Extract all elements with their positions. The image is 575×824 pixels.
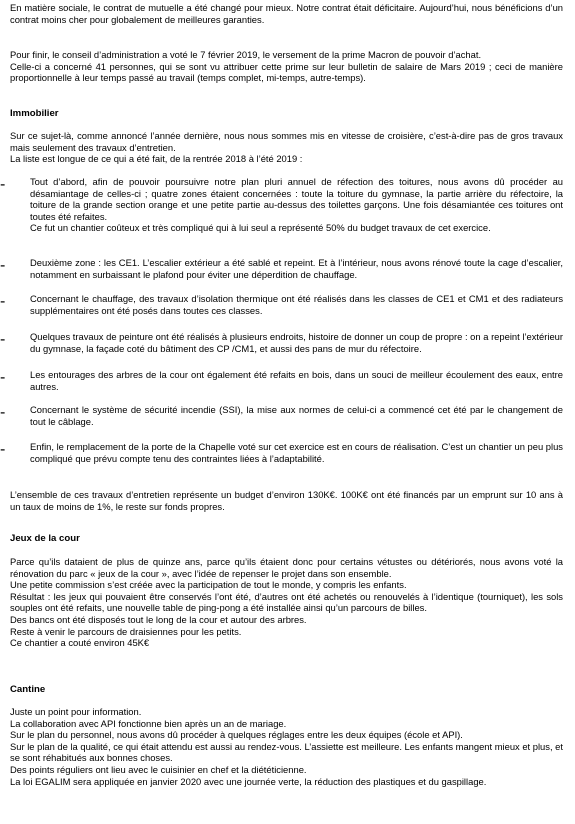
bullet-dash: - [0, 441, 6, 458]
bullet-dash: - [0, 404, 6, 421]
immobilier-intro [10, 130, 563, 165]
bullet-dash: - [0, 257, 6, 274]
bullet-dash: - [0, 176, 6, 193]
cantine-line: Sur le plan de la qualité, ce qui était attendu est aussi au rendez-vous. L’assiette est meilleure. Les enfants mangent mieux et plus, et se sont réhabitués aux bonnes choses. [10, 740, 563, 764]
bullet-text: Quelques travaux de peinture ont été réalisés à plusieurs endroits, histoire de donner un coup de propre : on a repeint l’extérieur du gymnase, la façade coté du bâtiment des CP /CM1, et aussi des pans de mur du réfectoire. [30, 331, 563, 354]
immobilier-intro-line: Sur ce sujet-là, comme annoncé l’année dernière, nous nous sommes mis en vitesse de croisière, c’est-à-dire pas de gros travaux mais seulement des travaux d’entretien. [10, 130, 563, 153]
jeux-paragraph [10, 556, 563, 649]
jeux-line: Ce chantier a couté environ 45K€ [10, 637, 150, 649]
bullet-dash: - [0, 293, 6, 310]
bullet-text: Deuxième zone : les CE1. L’escalier extérieur a été sablé et repeint. Et à l’intérieur, nous avons rénové toute la cage d’escalier, notamment en surbaissant le plafond pour éviter une déperdition de chauffage. [30, 257, 563, 280]
cantine-line: Sur le plan du personnel, nous avons dû procéder à quelques réglages entre les deux équipes (école et API). [10, 729, 463, 741]
bullet-text: Tout d’abord, afin de pouvoir poursuivre notre plan pluri annuel de réfection des toitures, nous avons dû procéder au désamiantage de celles-ci ; quatre zones étaient concernées : toute la toiture du gymnase, la partie arrière du réfectoire, la toiture de la grande section orange et une petite partie au-dessus des toilettes garçons. Une fois désamiantée ces toitures ont toutes été refaites. [30, 176, 563, 222]
jeux-line: Des bancs ont été disposés tout le long de la cour et autour des arbres. [10, 613, 307, 625]
cantine-line: Juste un point pour information. [10, 706, 142, 717]
immobilier-list-intro-line: La liste est longue de ce qui a été fait, de la rentrée 2018 à l’été 2019 : [10, 153, 303, 165]
bullet-text: Les entourages des arbres de la cour ont également été refaits en bois, dans un souci de meilleur écoulement des eaux, entre autres. [30, 369, 563, 392]
jeux-line: Une petite commission s’est créée avec la participation de tout le monde, y compris les enfants. [10, 579, 407, 591]
prime-paragraph [10, 49, 563, 84]
prime-detail-line: Celle-ci a concerné 41 personnes, qui se sont vu attribuer cette prime sur leur bulletin de salaire de Mars 2019 ; ceci de manière proportionnelle à leur temps passé au travail (temps complet, mi-temps, autre-temps). [10, 60, 563, 84]
bullet-text: Concernant le chauffage, des travaux d’isolation thermique ont été réalisés dans les classes de CE1 et CM1 et des radiateurs supplémentaires ont été posés dans toutes ces classes. [30, 293, 563, 316]
list-item-ssi [0, 404, 563, 427]
list-item-peinture [0, 331, 563, 354]
jeux-line: Reste à venir le parcours de draisiennes pour les petits. [10, 625, 242, 637]
cantine-line: Des points réguliers ont lieu avec le cuisinier en chef et la diététicienne. [10, 763, 307, 775]
immobilier-heading: Immobilier [10, 108, 59, 119]
bullet-dash: - [0, 331, 6, 348]
cantine-heading: Cantine [10, 684, 46, 695]
cantine-paragraph [10, 706, 563, 787]
jeux-heading: Jeux de la cour [10, 533, 80, 544]
cantine-line: La loi EGALIM sera appliquée en janvier 2020 avec une journée verte, la réduction des plastiques et du gaspillage. [10, 775, 487, 787]
budget-summary: L’ensemble de ces travaux d’entretien représente un budget d’environ 130K€. 100K€ ont été financés par un emprunt sur 10 ans à un taux de moins de 1%, le reste sur fonds propres. [10, 489, 563, 512]
list-item-toitures [0, 176, 563, 234]
list-item-arbres [0, 369, 563, 392]
cantine-line: La collaboration avec API fonctionne bien après un an de mariage. [10, 717, 287, 729]
jeux-line: Parce qu’ils dataient de plus de quinze ans, parce qu’ils étaient donc pour certains vétustes ou détériorés, nous avons voté la rénovation du parc « jeux de la cour », avec l’idée de repenser le projet dans son ensemble. [10, 556, 563, 579]
list-item-chapelle [0, 441, 563, 464]
bullet-text: Enfin, le remplacement de la porte de la Chapelle voté sur cet exercice est en cours de réalisation. C’est un chantier un peu plus compliqué que prévu compte tenu des contraintes liées à l’adaptabilité. [30, 441, 563, 464]
bullet-dash: - [0, 369, 6, 386]
bullet-text: Concernant le système de sécurité incendie (SSI), la mise aux normes de celui-ci a commencé cet été par le changement de tout le câblage. [30, 404, 563, 427]
list-item-chauffage [0, 293, 563, 316]
mutuelle-paragraph: En matière sociale, le contrat de mutuelle a été changé pour mieux. Notre contrat était déficitaire. Aujourd’hui, nous bénéficions d’un contrat moins cher pour globalement de meilleures garanties. [10, 2, 563, 25]
prime-vote-line: Pour finir, le conseil d’administration a voté le 7 février 2019, le versement de la prime Macron de pouvoir d’achat. [10, 49, 482, 60]
bullet-extra-text: Ce fut un chantier coûteux et très compliqué qui à lui seul a représenté 50% du budget travaux de cet exercice. [30, 222, 491, 234]
list-item-ce1 [0, 257, 563, 280]
jeux-line: Résultat : les jeux qui pouvaient être conservés l’ont été, d’autres ont été achetés ou renouvelés à l’identique (tourniquet), les sols souples ont été refaits, une nouvelle table de ping-pong a été installée ainsi qu’un parcours de billes. [10, 590, 563, 614]
